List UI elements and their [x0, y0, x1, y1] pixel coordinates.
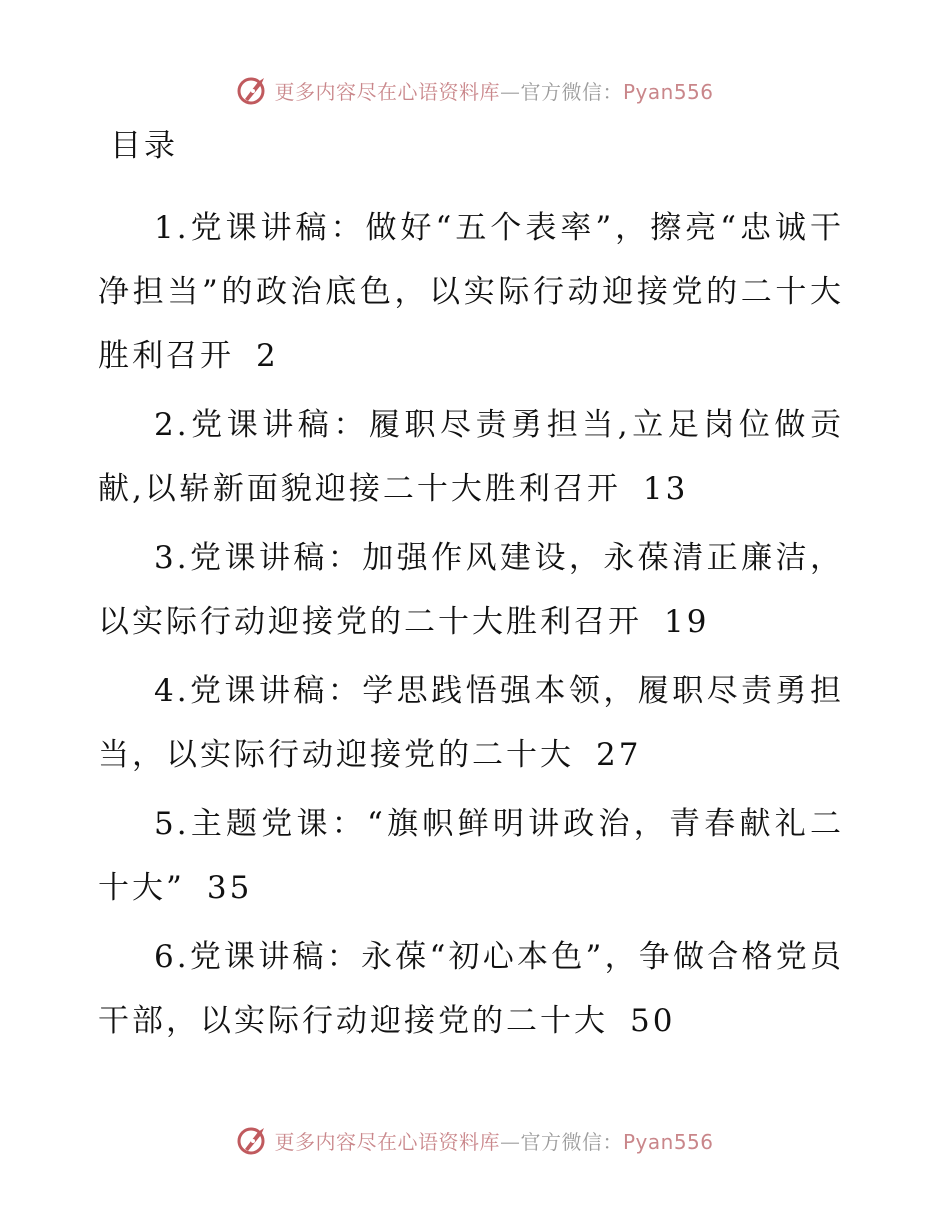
- toc-entry-page: 35: [206, 870, 253, 906]
- toc-entry-page: 50: [630, 1003, 676, 1039]
- watermark-main: 更多内容尽在心语资料库: [274, 1129, 500, 1154]
- toc-entry-title: 5.主题党课：“旗帜鲜明讲政治，青春献礼二十大”: [98, 806, 844, 906]
- watermark-main: 更多内容尽在心语资料库: [274, 79, 500, 104]
- header-watermark: [0, 70, 950, 110]
- toc-entry-page: 19: [664, 604, 710, 640]
- toc-entry[interactable]: [98, 659, 844, 787]
- watermark-separator: —: [499, 1129, 521, 1154]
- toc-entry-page: 13: [642, 471, 689, 507]
- toc-entry-title: 2.党课讲稿：履职尽责勇担当,立足岗位做贡献,以崭新面貌迎接二十大胜利召开: [98, 407, 844, 507]
- toc-entry[interactable]: [98, 925, 844, 1053]
- toc-list: [98, 196, 844, 1058]
- watermark-label: 官方微信：: [520, 79, 623, 104]
- watermark-text: [274, 76, 713, 105]
- toc-entry-title: 1.党课讲稿：做好“五个表率”，擦亮“忠诚干净担当”的政治底色，以实际行动迎接党的二十大胜利召开: [98, 210, 844, 374]
- toc-entry[interactable]: [98, 196, 844, 388]
- toc-entry[interactable]: [98, 393, 844, 521]
- footer-watermark: [0, 1120, 950, 1160]
- watermark-text: [274, 1126, 713, 1155]
- toc-entry-title: 4.党课讲稿：学思践悟强本领，履职尽责勇担当，以实际行动迎接党的二十大: [98, 673, 844, 773]
- toc-entry[interactable]: [98, 526, 844, 654]
- pen-nib-circle-icon: [236, 73, 270, 107]
- toc-entry[interactable]: [98, 792, 844, 920]
- toc-entry-title: 3.党课讲稿：加强作风建设，永葆清正廉洁，以实际行动迎接党的二十大胜利召开: [98, 540, 844, 640]
- watermark-label: 官方微信：: [520, 1129, 623, 1154]
- watermark-id: Pyan556: [622, 1129, 714, 1154]
- toc-entry-title: 6.党课讲稿：永葆“初心本色”，争做合格党员干部，以实际行动迎接党的二十大: [98, 939, 844, 1039]
- watermark-id: Pyan556: [622, 79, 714, 104]
- toc-entry-page: 27: [596, 737, 642, 773]
- watermark-separator: —: [499, 79, 521, 104]
- toc-title: 目录: [110, 128, 178, 164]
- pen-nib-circle-icon: [236, 1123, 270, 1157]
- toc-entry-page: 2: [256, 338, 279, 374]
